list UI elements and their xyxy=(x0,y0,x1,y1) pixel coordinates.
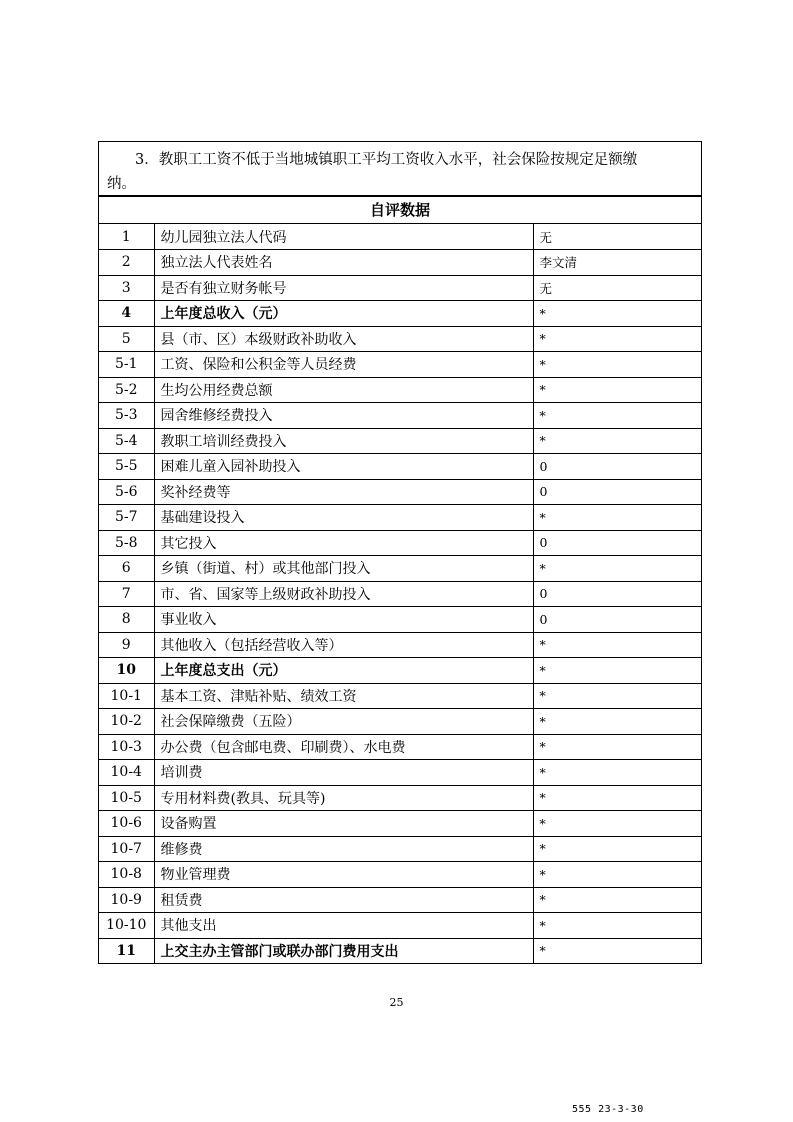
table-row xyxy=(99,224,701,250)
row-item-name: 基础建设投入 xyxy=(154,505,533,531)
row-item-name: 专用材料费(教具、玩具等) xyxy=(154,785,533,811)
table-row xyxy=(99,377,701,403)
row-number: 10-9 xyxy=(99,887,154,913)
row-item-name: 基本工资、津贴补贴、绩效工资 xyxy=(154,683,533,709)
row-item-name: 乡镇（街道、村）或其他部门投入 xyxy=(154,556,533,582)
row-value: 李文清 xyxy=(533,250,701,276)
intro-line-1: 3．教职工工资不低于当地城镇职工平均工资收入水平，社会保险按规定足额缴 xyxy=(135,152,638,168)
row-number: 10-5 xyxy=(99,785,154,811)
row-item-name: 维修费 xyxy=(154,836,533,862)
row-item-name: 上交主办主管部门或联办部门费用支出 xyxy=(154,938,533,964)
row-value: * xyxy=(533,683,701,709)
row-number: 5-2 xyxy=(99,377,154,403)
table-row xyxy=(99,811,701,837)
table-row xyxy=(99,454,701,480)
table-row xyxy=(99,632,701,658)
row-item-name: 上年度总支出（元） xyxy=(154,658,533,684)
row-item-name: 设备购置 xyxy=(154,811,533,837)
intro-paragraph xyxy=(99,142,701,196)
row-value: * xyxy=(533,760,701,786)
page-number: 25 xyxy=(389,996,404,1009)
row-number: 5-8 xyxy=(99,530,154,556)
row-value: 0 xyxy=(533,479,701,505)
row-value: * xyxy=(533,505,701,531)
table-row xyxy=(99,887,701,913)
table-row xyxy=(99,556,701,582)
table-row xyxy=(99,326,701,352)
row-item-name: 工资、保险和公积金等人员经费 xyxy=(154,352,533,378)
table-row xyxy=(99,479,701,505)
row-item-name: 培训费 xyxy=(154,760,533,786)
row-number: 8 xyxy=(99,607,154,633)
row-number: 5-5 xyxy=(99,454,154,480)
row-number: 5-4 xyxy=(99,428,154,454)
row-value: * xyxy=(533,811,701,837)
print-stamp: 555 23-3-30 xyxy=(572,1104,644,1115)
table-row xyxy=(99,250,701,276)
table-row xyxy=(99,275,701,301)
row-number: 3 xyxy=(99,275,154,301)
row-value: * xyxy=(533,352,701,378)
row-number: 10 xyxy=(99,658,154,684)
row-item-name: 奖补经费等 xyxy=(154,479,533,505)
row-number: 10-3 xyxy=(99,734,154,760)
row-item-name: 县（市、区）本级财政补助收入 xyxy=(154,326,533,352)
row-value: 无 xyxy=(533,275,701,301)
row-value: * xyxy=(533,658,701,684)
table-row xyxy=(99,658,701,684)
row-value: * xyxy=(533,632,701,658)
row-item-name: 事业收入 xyxy=(154,607,533,633)
table-row xyxy=(99,607,701,633)
row-number: 2 xyxy=(99,250,154,276)
row-value: * xyxy=(533,301,701,327)
row-number: 6 xyxy=(99,556,154,582)
row-number: 10-7 xyxy=(99,836,154,862)
row-item-name: 独立法人代表姓名 xyxy=(154,250,533,276)
row-number: 7 xyxy=(99,581,154,607)
row-number: 5-3 xyxy=(99,403,154,429)
table-row xyxy=(99,301,701,327)
row-value: 0 xyxy=(533,530,701,556)
row-value: 无 xyxy=(533,224,701,250)
row-value: * xyxy=(533,556,701,582)
table-row xyxy=(99,709,701,735)
row-value: * xyxy=(533,326,701,352)
row-item-name: 教职工培训经费投入 xyxy=(154,428,533,454)
row-number: 5-6 xyxy=(99,479,154,505)
self-evaluation-table xyxy=(99,224,701,964)
table-row xyxy=(99,683,701,709)
row-value: * xyxy=(533,709,701,735)
table-row xyxy=(99,938,701,964)
row-item-name: 园舍维修经费投入 xyxy=(154,403,533,429)
row-item-name: 办公费（包含邮电费、印刷费）、水电费 xyxy=(154,734,533,760)
row-number: 1 xyxy=(99,224,154,250)
row-number: 10-2 xyxy=(99,709,154,735)
table-row xyxy=(99,836,701,862)
row-number: 10-6 xyxy=(99,811,154,837)
row-value: 0 xyxy=(533,581,701,607)
form-table-frame xyxy=(98,141,702,964)
row-value: * xyxy=(533,377,701,403)
row-item-name: 其它投入 xyxy=(154,530,533,556)
row-number: 5-1 xyxy=(99,352,154,378)
row-item-name: 是否有独立财务帐号 xyxy=(154,275,533,301)
row-item-name: 社会保障缴费（五险） xyxy=(154,709,533,735)
table-row xyxy=(99,785,701,811)
row-value: * xyxy=(533,428,701,454)
row-item-name: 上年度总收入（元） xyxy=(154,301,533,327)
row-value: * xyxy=(533,836,701,862)
row-value: * xyxy=(533,734,701,760)
table-row xyxy=(99,734,701,760)
row-number: 11 xyxy=(99,938,154,964)
table-row xyxy=(99,760,701,786)
row-number: 4 xyxy=(99,301,154,327)
intro-line-2: 纳。 xyxy=(107,176,136,192)
row-value: * xyxy=(533,938,701,964)
row-value: * xyxy=(533,785,701,811)
row-item-name: 困难儿童入园补助投入 xyxy=(154,454,533,480)
table-row xyxy=(99,581,701,607)
row-value: * xyxy=(533,913,701,939)
table-row xyxy=(99,505,701,531)
row-value: 0 xyxy=(533,454,701,480)
row-value: * xyxy=(533,403,701,429)
row-item-name: 生均公用经费总额 xyxy=(154,377,533,403)
row-value: * xyxy=(533,862,701,888)
row-item-name: 幼儿园独立法人代码 xyxy=(154,224,533,250)
row-number: 10-8 xyxy=(99,862,154,888)
row-item-name: 其他支出 xyxy=(154,913,533,939)
table-row xyxy=(99,530,701,556)
row-item-name: 市、省、国家等上级财政补助投入 xyxy=(154,581,533,607)
row-value: 0 xyxy=(533,607,701,633)
row-item-name: 租赁费 xyxy=(154,887,533,913)
row-item-name: 其他收入（包括经营收入等） xyxy=(154,632,533,658)
table-row xyxy=(99,913,701,939)
table-row xyxy=(99,428,701,454)
row-number: 10-10 xyxy=(99,913,154,939)
row-number: 9 xyxy=(99,632,154,658)
row-number: 10-4 xyxy=(99,760,154,786)
table-row xyxy=(99,352,701,378)
row-number: 10-1 xyxy=(99,683,154,709)
row-number: 5 xyxy=(99,326,154,352)
row-item-name: 物业管理费 xyxy=(154,862,533,888)
section-title: 自评数据 xyxy=(99,196,701,224)
table-row xyxy=(99,862,701,888)
row-value: * xyxy=(533,887,701,913)
row-number: 5-7 xyxy=(99,505,154,531)
table-row xyxy=(99,403,701,429)
